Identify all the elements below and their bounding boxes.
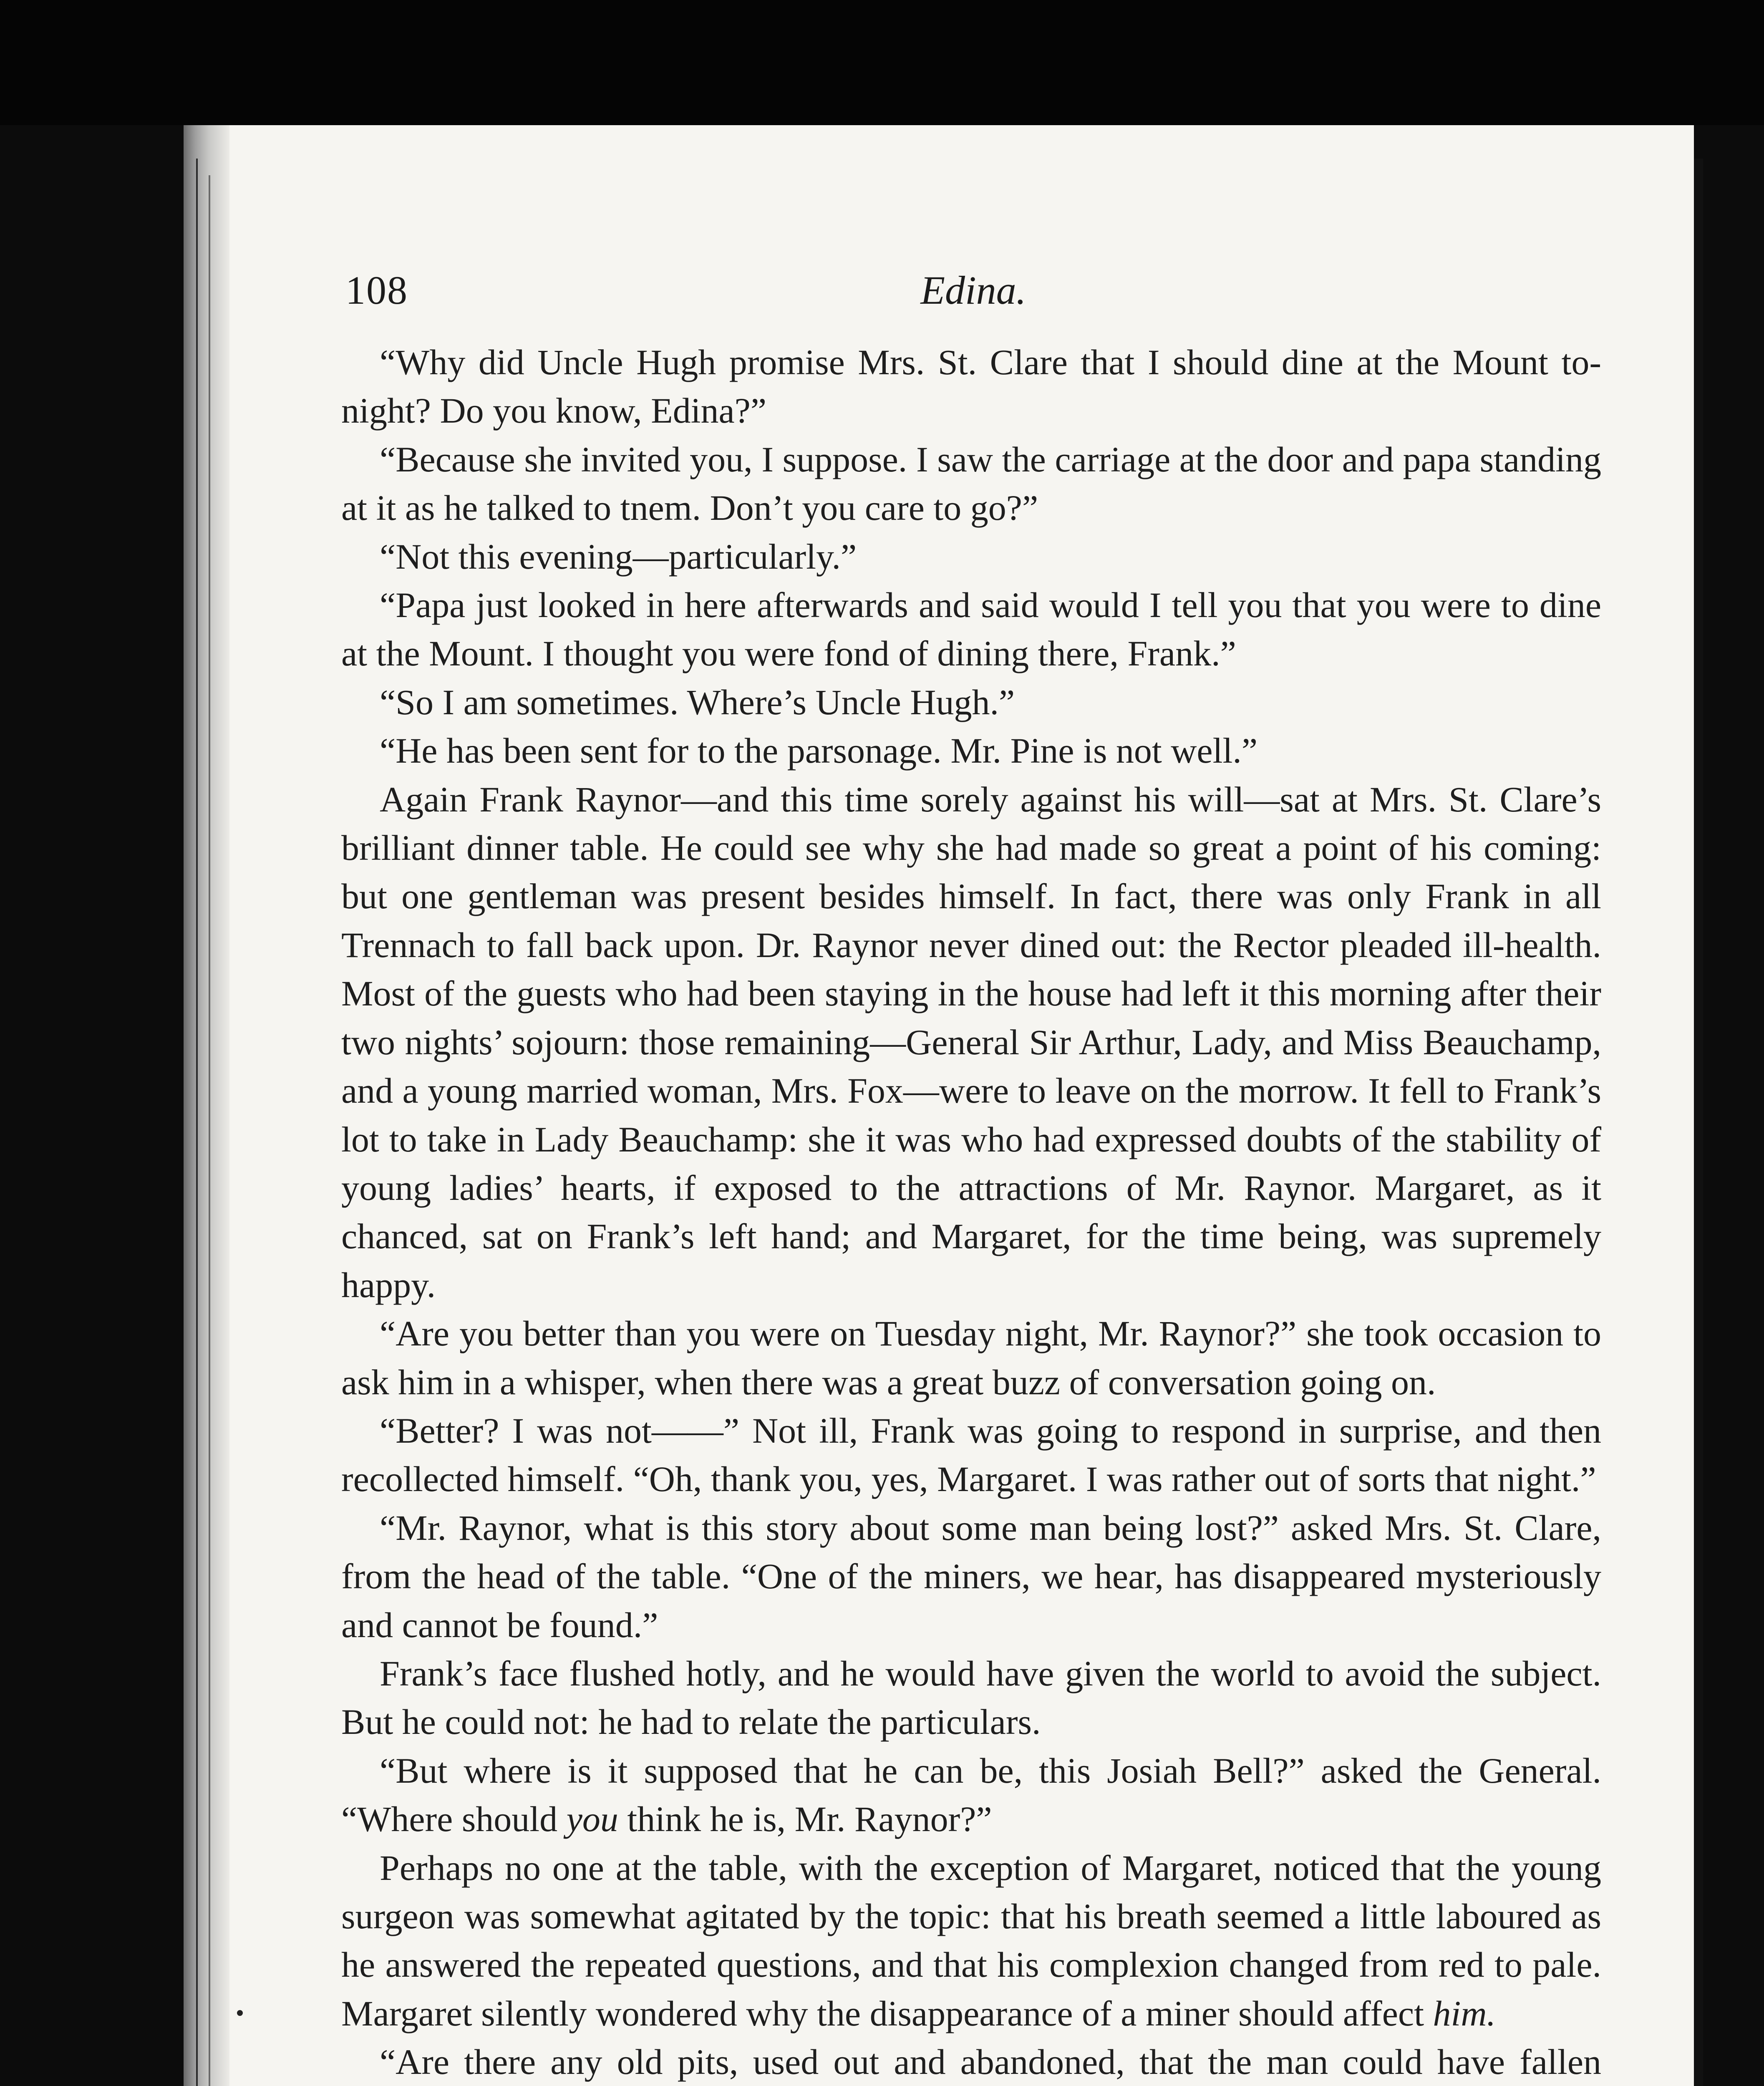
gutter-line (209, 175, 210, 2086)
right-page-edge (1694, 159, 1703, 2086)
paragraph (341, 532, 1601, 581)
paragraph-text: “Papa just looked in here afterwards and said would I tell you that you were to dine at the Mount. I thought you were fond of dining there, Frank.” (341, 585, 1601, 674)
paragraph (341, 678, 1601, 726)
paragraph (341, 726, 1601, 775)
paragraph (341, 338, 1601, 435)
paragraph (341, 1406, 1601, 1504)
paragraph-text: Perhaps no one at the table, with the exception of Margaret, noticed that the young surgeon was somewhat agitated by the topic: that his breath seemed a little laboured as he answered the repeated questions, and that his complexion changed from red to pale. Margaret silently wondered why the disappearance of a miner should affect (341, 1847, 1601, 2033)
italic-text: you (566, 1799, 618, 1839)
page-number: 108 (345, 268, 408, 312)
body-text (341, 338, 1601, 2086)
paragraph (341, 2038, 1601, 2086)
paragraph-text: “Are you better than you were on Tuesday night, Mr. Raynor?” she took occasion to ask him in a whisper, when there was a great buzz of conversation going on. (341, 1313, 1601, 1402)
paragraph-text: think he is, Mr. Raynor?” (618, 1799, 992, 1839)
print-speck (237, 2010, 243, 2016)
gutter-line (196, 159, 198, 2086)
paragraph (341, 1844, 1601, 2038)
paragraph-text: “Mr. Raynor, what is this story about some man being lost?” asked Mrs. St. Clare, from the head of the table. “One of the miners, we hear, has disappeared mysteriously and cannot be found.” (341, 1507, 1601, 1645)
italic-text: him. (1433, 1993, 1496, 2033)
paragraph (341, 1649, 1601, 1746)
paragraph-text: “Better? I was not——” Not ill, Frank was going to respond in surprise, and then recollected himself. “Oh, thank you, yes, Margaret. I was rather out of sorts that night.” (341, 1410, 1601, 1499)
paragraph-text: “So I am sometimes. Where’s Uncle Hugh.” (380, 682, 1015, 722)
paragraph (341, 435, 1601, 532)
paragraph (341, 1504, 1601, 1649)
paragraph-text: “Not this evening—particularly.” (380, 536, 857, 577)
paragraph (341, 775, 1601, 1309)
page-header (345, 267, 1601, 338)
paragraph-text: “Because she invited you, I suppose. I saw the carriage at the door and papa standing at it as he talked to tnem. Don’t you care to go?” (341, 439, 1601, 528)
paragraph-text: “Are there any old pits, used out and abandoned, that the man could have fallen (380, 2042, 1601, 2082)
top-shadow (0, 0, 1764, 125)
running-title: Edina. (920, 268, 1026, 312)
page-gutter (184, 125, 229, 2086)
paragraph (341, 581, 1601, 678)
paragraph-text: Again Frank Raynor—and this time sorely against his will—sat at Mrs. St. Clare’s brilliant dinner table. He could see why she had made so great a point of his coming: but one gentleman was present besides himself. In fact, there was only Frank in all Trennach to fall back upon. Dr. Raynor never dined out: the Rector pleaded ill-health. Most of the guests who had been staying in the house had left it this morning after their two nights’ sojourn: those remaining—General Sir Arthur, Lady, and Miss Beauchamp, and a young married woman, Mrs. Fox—were to leave on the morrow. It fell to Frank’s lot to take in Lady Beauchamp: she it was who had expressed doubts of the stability of young ladies’ hearts, if exposed to the attractions of Mr. Raynor. Margaret, as it chanced, sat on Frank’s left hand; and Margaret, for the time being, was supremely happy. (341, 779, 1601, 1305)
paragraph-text: “But where is it supposed that he can be, this Josiah Bell?” asked the General. “Where should (341, 1750, 1601, 1839)
paragraph (341, 1746, 1601, 1844)
paragraph-text: Frank’s face flushed hotly, and he would have given the world to avoid the subject. But he could not: he had to relate the particulars. (341, 1653, 1601, 1742)
paragraph-text: “Why did Uncle Hugh promise Mrs. St. Clare that I should dine at the Mount to-night? Do you know, Edina?” (341, 342, 1601, 431)
paragraph-text: “He has been sent for to the parsonage. Mr. Pine is not well.” (380, 731, 1258, 771)
paragraph (341, 1309, 1601, 1406)
